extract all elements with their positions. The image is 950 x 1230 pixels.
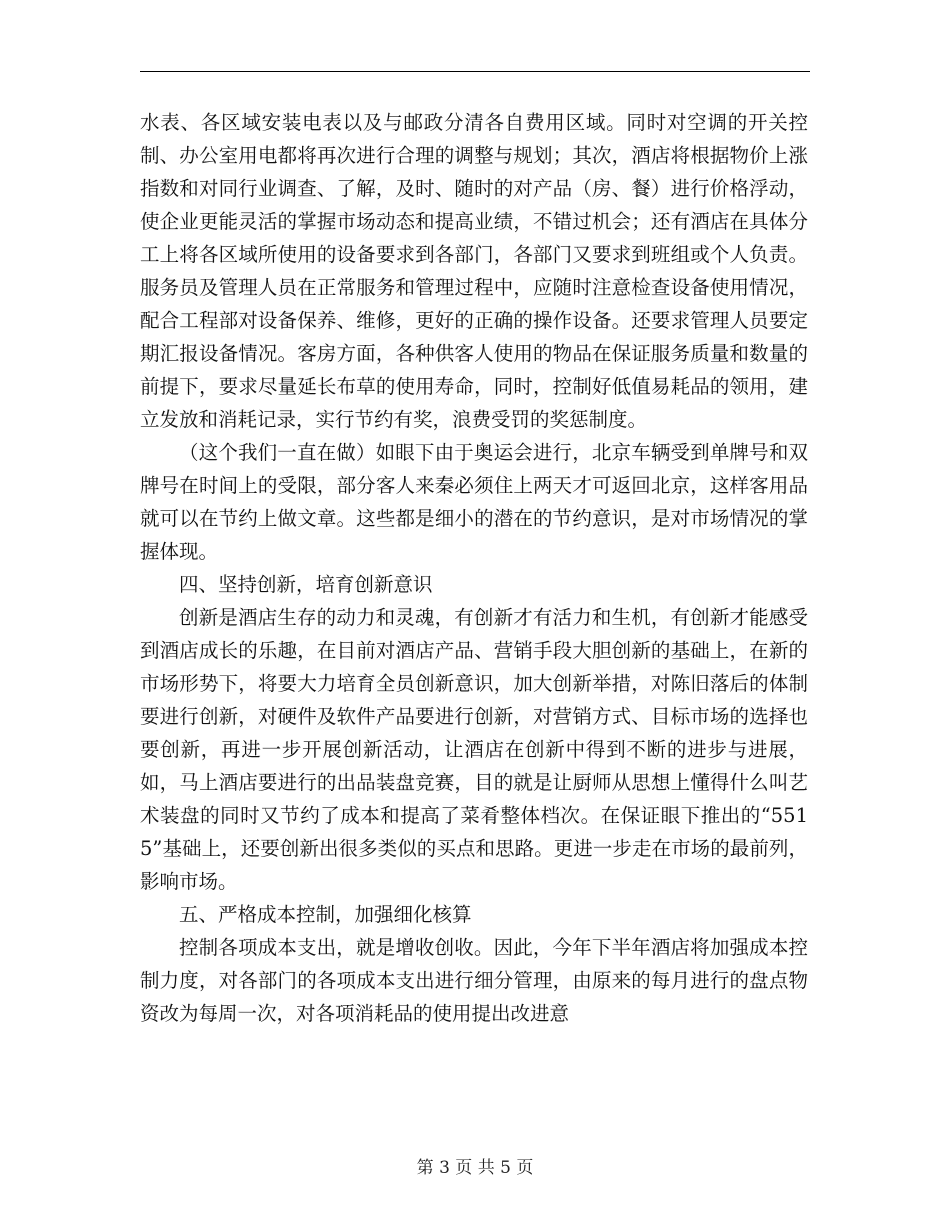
header-rule: [140, 71, 810, 72]
paragraph-innovation: 创新是酒店生存的动力和灵魂，有创新才有活力和生机，有创新才能感受到酒店成长的乐趣，在目前对酒店产品、营销手段大胆创新的基础上，在新的市场形势下，将要大力培育全员创新意识，加大创新举措，对陈旧落后的体制要进行创新，对硬件及软件产品要进行创新，对营销方式、目标市场的选择也要创新，再进一步开展创新活动，让酒店在创新中得到不断的进步与进展，如，马上酒店要进行的出品装盘竞赛，目的就是让厨师从思想上懂得什么叫艺术装盘的同时又节约了成本和提高了菜肴整体档次。在保证眼下推出的“5515”基础上，还要创新出很多类似的买点和思路。更进一步走在市场的最前列，影响市场。: [140, 606, 808, 893]
paragraph-utility-control: 水表、各区域安装电表以及与邮政分清各自费用区域。同时对空调的开关控制、办公室用电都将再次进行合理的调整与规划；其次，酒店将根据物价上涨指数和对同行业调查、了解，及时、随时的对产品（房、餐）进行价格浮动，使企业更能灵活的掌握市场动态和提高业绩，不错过机会；还有酒店在具体分工上将各区域所使用的设备要求到各部门，各部门又要求到班组或个人负责。服务员及管理人员在正常服务和管理过程中，应随时注意检查设备使用情况，配合工程部对设备保养、维修，更好的正确的操作设备。还要求管理人员要定期汇报设备情况。客房方面，各种供客人使用的物品在保证服务质量和数量的前提下，要求尽量延长布草的使用寿命，同时，控制好低值易耗品的领用，建立发放和消耗记录，实行节约有奖，浪费受罚的奖惩制度。: [140, 111, 808, 431]
paragraph-olympics-note: （这个我们一直在做）如眼下由于奥运会进行，北京车辆受到单牌号和双牌号在时间上的受限，部分客人来秦必须住上两天才可返回北京，这样客用品就可以在节约上做文章。这些都是细小的潜在的节约意识，是对市场情况的掌握体现。: [140, 441, 808, 563]
paragraph-cost-control: 控制各项成本支出，就是增收创收。因此，今年下半年酒店将加强成本控制力度，对各部门的各项成本支出进行细分管理，由原来的每月进行的盘点物资改为每周一次，对各项消耗品的使用提出改进意: [140, 936, 808, 1025]
document-body: [140, 106, 808, 1030]
section-heading-cost-control: 五、严格成本控制，加强细化核算: [179, 903, 472, 926]
page-number-footer: 第 3 页 共 5 页: [416, 1158, 534, 1178]
section-heading-innovation: 四、坚持创新，培育创新意识: [179, 573, 433, 596]
